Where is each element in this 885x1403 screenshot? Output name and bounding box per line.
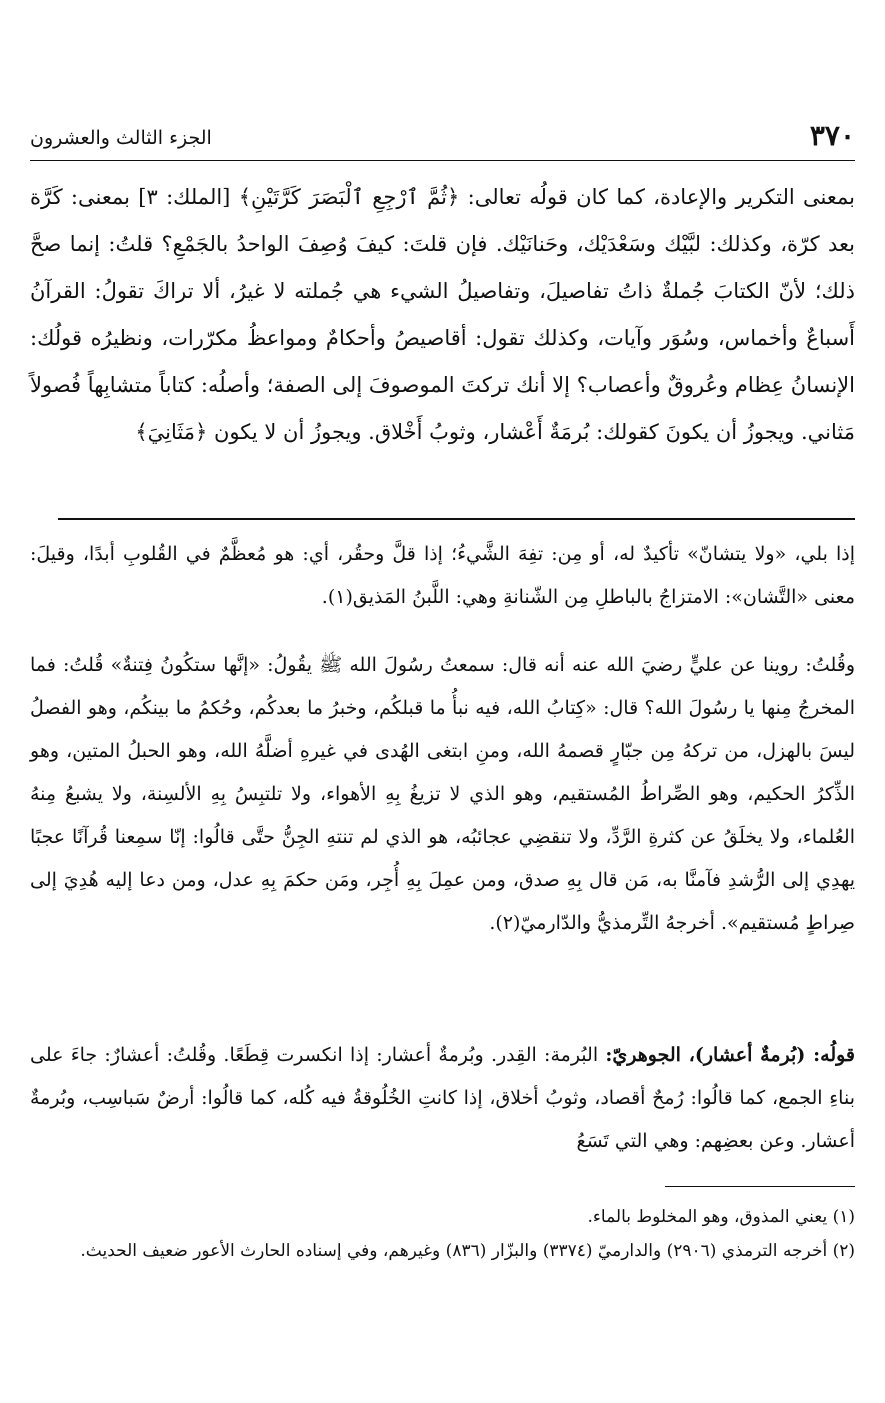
footnote-1: (١) يعني المذوق، وهو المخلوط بالماء. xyxy=(587,1207,855,1227)
commentary-paragraph-3 xyxy=(30,1034,855,1163)
footnote-rule xyxy=(665,1186,855,1187)
commentary-entry-label: قولُه: (بُرمةٌ أعشار)، الجوهريّ: xyxy=(605,1044,856,1066)
footnotes xyxy=(30,1200,855,1268)
page-header xyxy=(30,118,855,158)
section-divider xyxy=(58,518,855,520)
running-head: الجزء الثالث والعشرون xyxy=(30,127,212,149)
commentary-entry-text: البُرمة: القِدر. وبُرمةٌ أعشار: إذا انكسرت قِطَعًا. وقُلتُ: أعشارٌ: جاءَ على بناءِ الجمع، كما قالُوا: رُمحٌ أقصاد، وثوبُ أخلاق، إذا كانتِ الخُلُوقةُ فيه كُله، كما قالُوا: أرضٌ سَباسِب، وبُرمةٌ أعشار. وعن بعضِهم: وهي التي تَسَعُ xyxy=(30,1044,855,1152)
header-rule xyxy=(30,160,855,161)
main-text: بمعنى التكرير والإعادة، كما كان قولُه تعالى: ﴿ثُمَّ ٱرْجِعِ ٱلْبَصَرَ كَرَّتَيْنِ﴾ [الملك: ٣] بمعنى: كَرَّة بعد كرّة، وكذلك: لبَّيْك وسَعْدَيْك، وحَنانَيْك. فإن قلتَ: كيفَ وُصِفَ الواحدُ بالجَمْعِ؟ قلتُ: إنما صحَّ ذلك؛ لأنّ الكتابَ جُملةٌ ذاتُ تفاصيلَ، وتفاصيلُ الشيء هي جُملته لا غيرُ، ألا تراكَ تقولُ: القرآنُ أَسباعٌ وأخماس، وسُوَر وآيات، وكذلك تقول: أقاصيصُ وأحكامٌ ومواعظُ مكرّرات، ونظيرُه قولُك: الإنسانُ عِظام وعُروقٌ وأعصاب؟ إلا أنك تركتَ الموصوفَ إلى الصفة؛ وأصلُه: كتاباً متشابِهاً فُصولاً مَثاني. ويجوزُ أن يكونَ كقولك: بُرمَةٌ أَعْشار، وثوبُ أَخْلاق. ويجوزُ أن لا يكون ﴿مَثَانِيَ﴾ xyxy=(30,185,855,444)
footnote-2: (٢) أخرجه الترمذي (٢٩٠٦) والدارميّ (٣٣٧٤) والبزّار (٨٣٦) وغيرهم، وفي إسناده الحارث الأعور ضعيف الحديث. xyxy=(80,1241,855,1261)
commentary-paragraph-2: وقُلتُ: روينا عن عليٍّ رضيَ الله عنه أنه قال: سمعتُ رسُولَ الله ﷺ يقُولُ: «إنَّها ستكُونُ فِتنةٌ» قُلتُ: فما المخرجُ مِنها يا رسُولَ الله؟ قال: «كِتابُ الله، فيه نبأُ ما قبلكُم، وخبرُ ما بعدكُم، وحُكمُ ما بينكُم، وهو الفصلُ ليسَ بالهزل، من تركهُ مِن جبّارٍ قصمهُ الله، ومنِ ابتغى الهُدى في غيرهِ أضلَّهُ الله، وهو الحبلُ المتين، وهو الذِّكرُ الحكيم، وهو الصِّراطُ المُستقيم، وهو الذي لا تزيغُ بِهِ الأهواء، ولا تلتبِسُ بِهِ الألسِنة، ولا يشبعُ مِنهُ العُلماء، ولا يخلَقُ عن كثرةِ الرَّدِّ، ولا تنقضِي عجائبُه، هو الذي لم تنتهِ الجِنُّ حتَّى قالُوا: إنّا سمِعنا قُرآنًا عجبًا يهدِي إلى الرُّشدِ فآمنَّا به، مَن قال بِهِ صدق، ومن عمِلَ بِهِ أُجِر، ومَن حكمَ بِهِ عدل، ومن دعا إليه هُدِيَ إلى صِراطٍ مُستقيم». أخرجهُ التِّرمذيُّ والدّارميّ(٢). xyxy=(30,654,855,934)
commentary-paragraph-1: إذا بلي، «ولا يتشانّ» تأكيدٌ له، أو مِن: تفِهَ الشَّيءُ؛ إذا قلَّ وحقُر، أي: هو مُعظَّمٌ في القُلوبِ أبدًا، وقيلَ: معنى «التَّشان»: الامتزاجُ بالباطلِ مِن الشّنانةِ وهي: اللَّبنُ المَذيق(١). xyxy=(30,543,855,608)
page-number: ٣٧٠ xyxy=(809,119,855,152)
